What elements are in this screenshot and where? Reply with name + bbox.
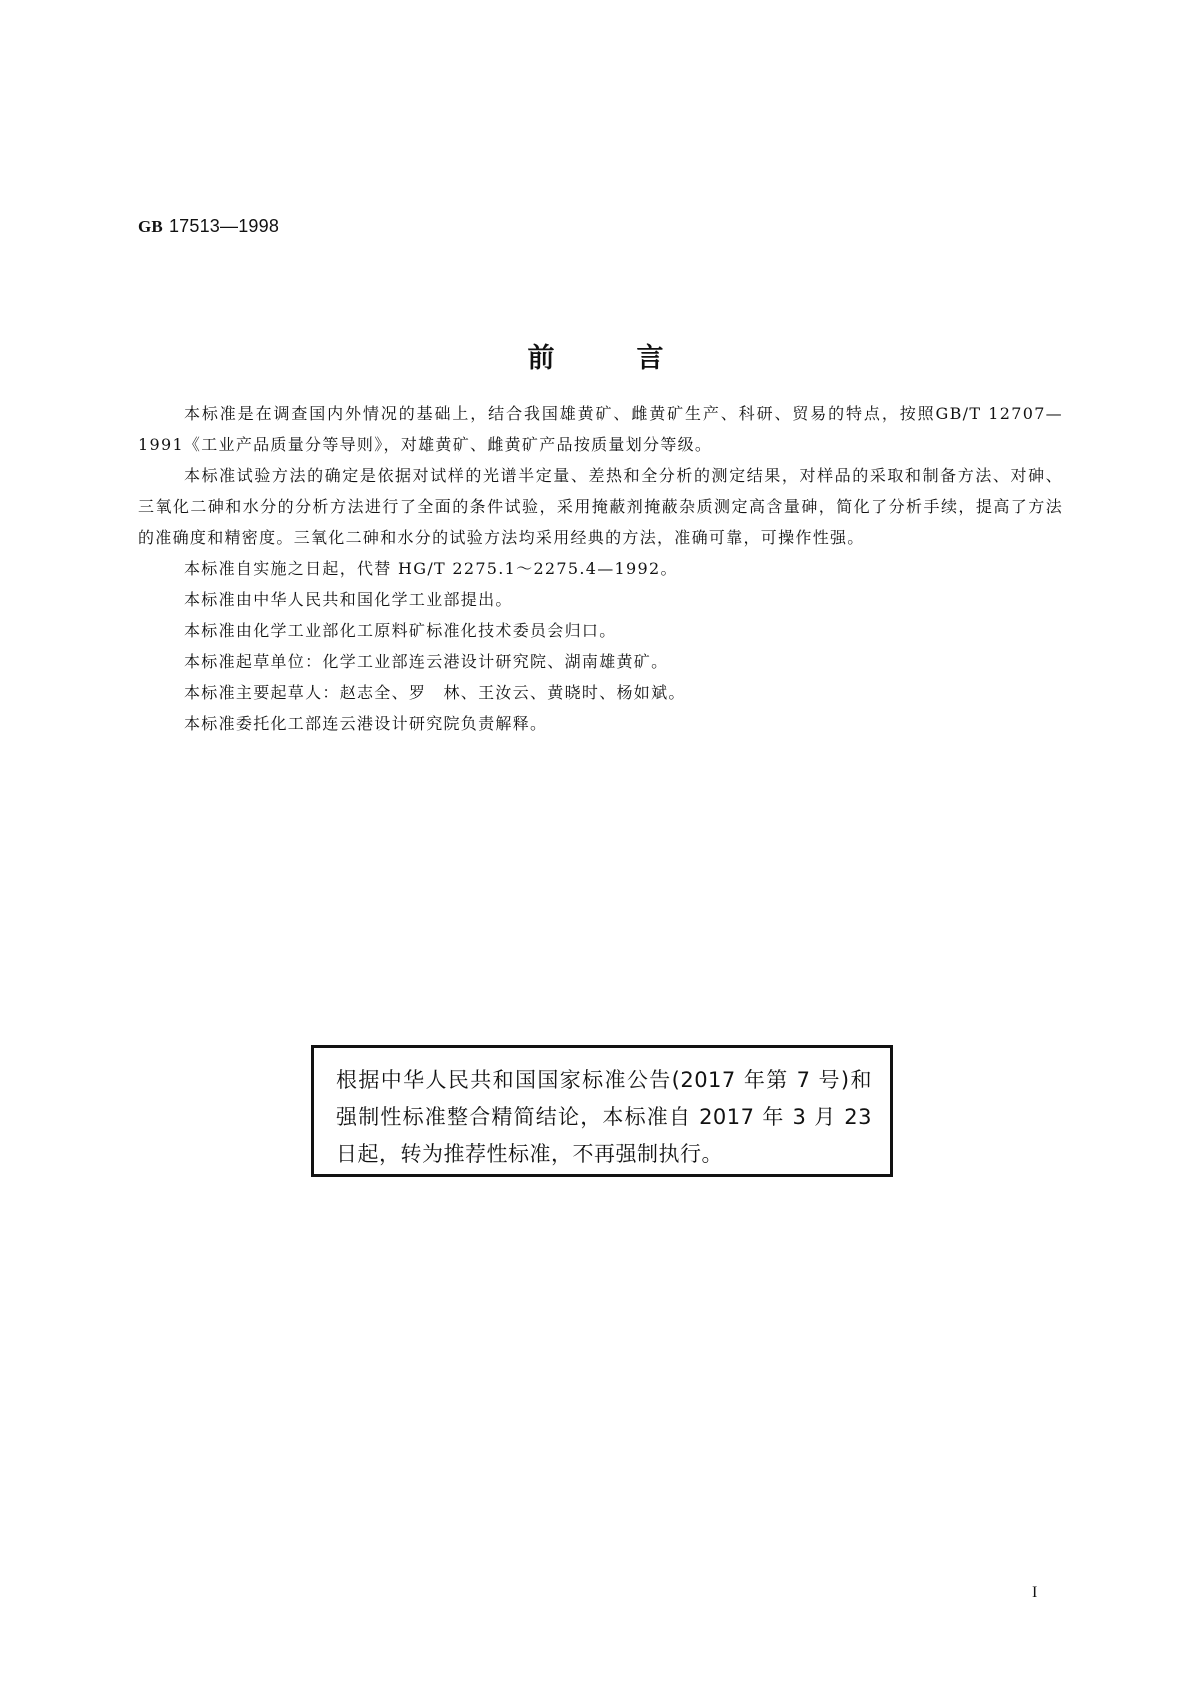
page-title-char-1: 前 <box>527 343 555 374</box>
page-title <box>0 336 1191 375</box>
standard-code <box>138 216 279 237</box>
standard-number: 17513—1998 <box>168 216 280 236</box>
paragraph-proposed-by: 本标准由中华人民共和国化学工业部提出。 <box>184 590 513 609</box>
standard-prefix: GB <box>138 217 163 236</box>
paragraph-drafting-units: 本标准起草单位：化学工业部连云港设计研究院、湖南雄黄矿。 <box>184 652 669 671</box>
paragraph-interpretation: 本标准委托化工部连云港设计研究院负责解释。 <box>184 714 548 733</box>
paragraph-replaces: 本标准自实施之日起，代替 HG/T 2275.1～2275.4—1992。 <box>184 559 678 578</box>
paragraph-scope: 本标准是在调查国内外情况的基础上，结合我国雄黄矿、雌黄矿生产、科研、贸易的特点，按照GB/T 12707—1991《工业产品质量分等导则》，对雄黄矿、雌黄矿产品按质量划分等级。 <box>138 404 1063 454</box>
paragraph-test-methods: 本标准试验方法的确定是依据对试样的光谱半定量、差热和全分析的测定结果，对样品的采取和制备方法、对砷、三氧化二砷和水分的分析方法进行了全面的条件试验，采用掩蔽剂掩蔽杂质测定高含量砷，简化了分析手续，提高了方法的准确度和精密度。三氧化二砷和水分的试验方法均采用经典的方法，准确可靠，可操作性强。 <box>138 466 1063 547</box>
paragraph-drafters: 本标准主要起草人：赵志全、罗 林、王汝云、黄晓时、杨如斌。 <box>184 683 686 702</box>
paragraph-technical-committee: 本标准由化学工业部化工原料矿标准化技术委员会归口。 <box>184 621 617 640</box>
page-number: I <box>1032 1584 1038 1601</box>
status-notice-text: 根据中华人民共和国国家标准公告(2017 年第 7 号)和强制性标准整合精简结论，本标准自 2017 年 3 月 23 日起，转为推荐性标准，不再强制执行。 <box>336 1068 872 1166</box>
status-notice-box <box>311 1045 893 1177</box>
foreword-body <box>138 398 1063 739</box>
page-title-char-2: 言 <box>636 343 664 374</box>
